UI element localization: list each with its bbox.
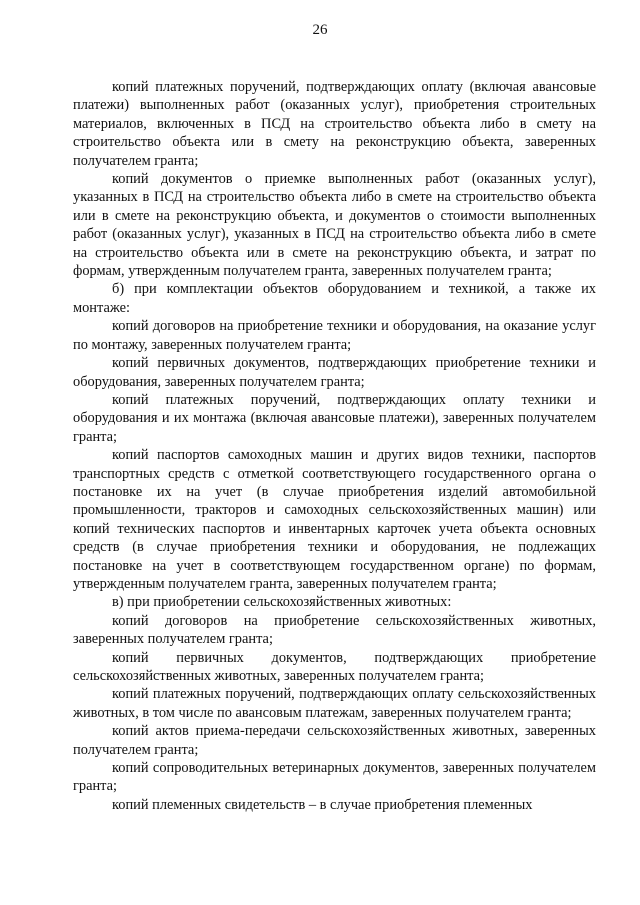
paragraph: копий паспортов самоходных машин и других видов техники, паспортов транспортных средств с отметкой соответствующего государственного органа о постановке их на учет (в случае приобретения изделий автомобильной промышленности, тракторов и самоходных сельскохозяйственных машин) или копий технических паспортов и инвентарных карточек учета объекта основных средств (в случае приобретения техники и оборудования, не подлежащих постановке на учет в соответствующем государственном органе) по формам, утвержденным получателем гранта, заверенных получателем гранта;	[73, 447, 596, 592]
paragraph: копий договоров на приобретение техники и оборудования, на оказание услуг по монтажу, заверенных получателем гранта;	[73, 318, 596, 353]
paragraph: копий племенных свидетельств – в случае приобретения племенных	[112, 796, 533, 813]
paragraph: копий договоров на приобретение сельскохозяйственных животных, заверенных получателем гранта;	[73, 612, 596, 648]
paragraph: копий платежных поручений, подтверждающих оплату сельскохозяйственных животных, в том числе по авансовым платежам, заверенных получателем гранта;	[73, 686, 596, 721]
paragraph: копий платежных поручений, подтверждающих оплату техники и оборудования и их монтажа (включая авансовые платежи), заверенных получателем гранта;	[73, 391, 596, 445]
paragraph: копий документов о приемке выполненных работ (оказанных услуг), указанных в ПСД на строительство объекта либо в смете на строительство объекта или в смете на реконструкцию объекта, и документов о стоимости выполненных работ (оказанных услуг), указанных в ПСД на строительство объекта либо в смете на строительство объекта или в смете на реконструкцию объекта, и затрат по формам, утвержденным получателем гранта, заверенных получателем гранта;	[73, 171, 596, 280]
paragraph: в) при приобретении сельскохозяйственных животных:	[112, 594, 452, 611]
paragraph: копий сопроводительных ветеринарных документов, заверенных получателем гранта;	[73, 760, 596, 795]
document-body	[73, 78, 596, 814]
paragraph: копий первичных документов, подтверждающих приобретение техники и оборудования, заверенных получателем гранта;	[73, 355, 596, 390]
page-number: 26	[312, 22, 328, 38]
paragraph: копий актов приема-передачи сельскохозяйственных животных, заверенных получателем гранта;	[73, 723, 596, 758]
paragraph: копий платежных поручений, подтверждающих оплату (включая авансовые платежи) выполненных работ (оказанных услуг), приобретения строительных материалов, включенных в ПСД на строительство объекта либо в смету на строительство объекта или в смету на реконструкцию объекта, заверенных получателем гранта;	[73, 79, 596, 169]
paragraph: б) при комплектации объектов оборудованием и техникой, а также их монтаже:	[73, 281, 596, 316]
paragraph: копий первичных документов, подтверждающих приобретение сельскохозяйственных животных, заверенных получателем гранта;	[73, 649, 596, 684]
